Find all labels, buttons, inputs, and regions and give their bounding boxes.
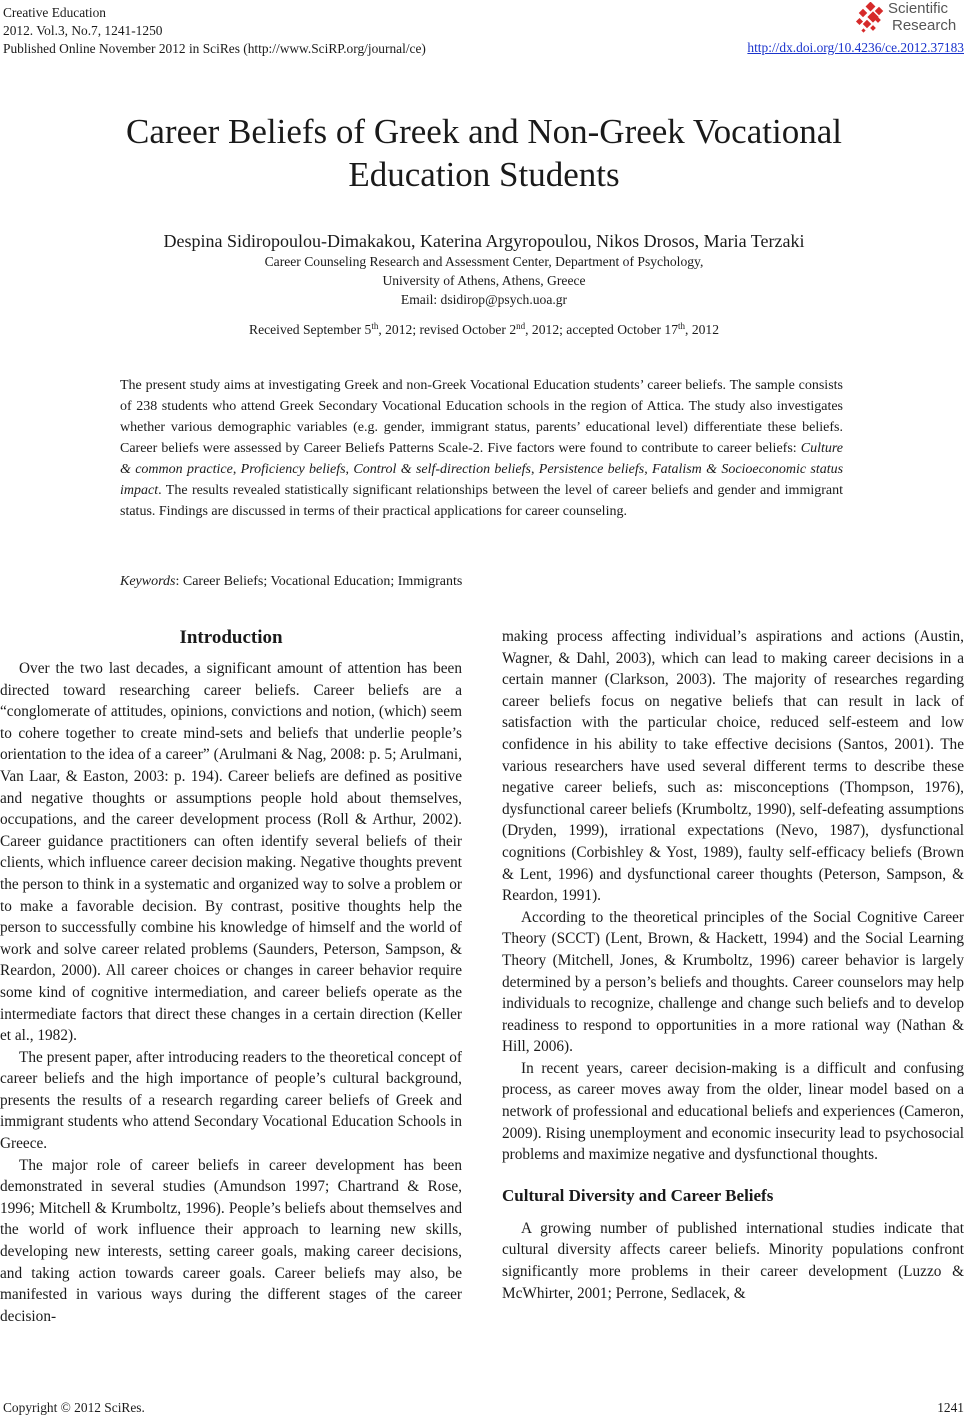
copyright: Copyright © 2012 SciRes. (3, 1400, 145, 1415)
abstract: The present study aims at investigating Greek and non-Greek Vocational Education students’ career beliefs. The sample consists of 238 students who attend Greek Secondary Vocational Education schools in the region of Attica. The study also investigates whether various demographic variables (e.g. gender, immigrant status, parents’ educational level) differentiate these beliefs. Career beliefs were assessed by Career Beliefs Patterns Scale-2. Five factors were found to contribute to career beliefs: Culture & common practice, Proficiency beliefs, Control & self-direction beliefs, Persistence beliefs, Fatalism & Socioeconomic status impact. The results revealed statistically significant relationships between the level of career beliefs and gender and immigrant status. Findings are discussed in terms of their practical applications for career counseling. (120, 378, 844, 519)
scientific-research-logo (852, 0, 962, 40)
author-email: Email: dsidirop@psych.uoa.gr (400, 292, 568, 307)
title-line-1: Career Beliefs of Greek and Non-Greek Vocational (126, 112, 842, 151)
journal-header (3, 4, 426, 58)
keywords-list: : Career Beliefs; Vocational Education; Immigrants (175, 574, 463, 589)
left-column (0, 618, 462, 1327)
journal-name: Creative Education (3, 5, 106, 20)
paragraph: A growing number of published international studies indicate that cultural diversity affects career beliefs. Minority populations confront significantly more problems in their career development (Luzzo & McWhirter, 2001; Perrone, Sedlacek, & (502, 1219, 964, 1302)
publication-info: Published Online November 2012 in SciRes (http://www.SciRP.org/journal/ce) (3, 41, 426, 56)
paragraph: making process affecting individual’s aspirations and actions (Austin, Wagner, & Dahl, 2003), which can lead to making career decisions in a certain manner (Clarkson, 2003). The majority of researches regarding career beliefs focus on negative beliefs that can result in lack of satisfaction with the particular choice, reduced self-esteem and low confidence in his ability to take effective decisions (Santos, 2001). The various researchers have used several different terms to describe these negative career beliefs, such as: misconceptions (Thompson, 1976), dysfunctional career beliefs (Krumboltz, 1990), self-defeating assumptions (Dryden, 1999), irrational expectations (Nevo, 1987), dysfunctional cognitions (Corbishley & Yost, 1989), faulty self-efficacy beliefs (Brown & Lent, 1996) and dysfunctional career thoughts (Peterson, Sampson, & Reardon, 1991). (502, 628, 964, 905)
paper-title (0, 110, 968, 196)
keywords (120, 571, 462, 592)
received-dates: Received September 5th, 2012; revised October 2nd, 2012; accepted October 17th, 2012 (249, 321, 719, 337)
factor-name: Proficiency beliefs (240, 462, 346, 477)
right-column (502, 626, 964, 1304)
authors: Despina Sidiropoulou-Dimakakou, Katerina Argyropoulou, Nikos Drosos, Maria Terzaki (163, 231, 805, 251)
paragraph: Over the two last decades, a significant amount of attention has been directed toward researching career beliefs. Career beliefs are a “conglomerate of attitudes, opinions, convictions and notion, (which) seem to cohere together to create mind-sets and beliefs that underlie people’s orientation to the idea of a career” (Arulmani & Nag, 2008: p. 5; Arulmani, Van Laar, & Easton, 2003: p. 194). Career beliefs are defined as positive and negative thoughts or assumptions people hold about themselves, occupations, and the career development process (Roll & Arthur, 2002). Career guidance practitioners can often identify several beliefs of their clients, which influence career decision making. Negative thoughts prevent the person to think in a systematic and organized way to solve a problem or to make a favorable decision. By contrast, positive thoughts help the person to successfully combine his knowledge of himself and the world of work and solve career related problems (Saunders, Peterson, Sampson, & Reardon, 2000). All career choices or changes in career behavior require some kind of cognitive intermediation, and career beliefs operate as the intermediate factors that direct these changes in a certain direction (Keller et al., 1982). (0, 660, 462, 1045)
affiliation-line: University of Athens, Athens, Greece (382, 273, 586, 288)
paragraph: The major role of career beliefs in career development has been demonstrated in several studies (Amundson 1997; Chartrand & Rose, 1996; Mitchell & Krumboltz, 1996). People’s beliefs about themselves and the world of work influence their approach to learning new skills, developing new interests, setting career goals, making career decisions, and taking action towards career goals. Career beliefs may also, be manifested in various ways during the different stages of the career decision- (0, 1156, 462, 1325)
affiliation-line: Career Counseling Research and Assessment Center, Department of Psychology, (264, 254, 704, 269)
paragraph: The present paper, after introducing readers to the theoretical concept of career beliefs and the high importance of people’s cultural background, presents the results of a research regarding career beliefs of Greek and immigrant students who attend Secondary Vocational Education Schools in Greece. (0, 1048, 462, 1153)
factor-name: Fatalism & Socioeconomic status impact (120, 462, 844, 498)
journal-volume: 2012. Vol.3, No.7, 1241-1250 (3, 23, 163, 38)
logo-text-line1: Scientific (888, 0, 949, 17)
page-number: 1241 (937, 1400, 964, 1415)
section-heading-introduction: Introduction (179, 627, 283, 648)
paragraph: In recent years, career decision-making is a difficult and confusing process, as career moves away from the older, linear model based on a network of professional and educational beliefs and experiences (Cameron, 2009). Rising unemployment and economic insecurity lead to psychosocial problems and maximize negative and dysfunctional thoughts. (502, 1059, 964, 1164)
publisher-logo-icon (854, 2, 888, 36)
paragraph: According to the theoretical principles of the Social Cognitive Career Theory (SCCT) (Lent, Brown, & Hackett, 1994) and the Social Learning Theory (Mitchell, Jones, & Krumboltz, 1996) career behavior is largely determined by a person’s beliefs and thoughts. Career counselors may help individuals to recognize, challenge and change such beliefs and to develop readiness to respond to opportunities in a more rational way (Nathan & Hill, 2006). (502, 908, 964, 1056)
factor-name: Culture & common practice (120, 441, 843, 477)
doi-link[interactable]: http://dx.doi.org/10.4236/ce.2012.37183 (747, 40, 964, 55)
factor-name: Control & self-direction beliefs (353, 462, 531, 477)
factor-name: Persistence beliefs (538, 462, 645, 477)
section-heading-cultural-diversity: Cultural Diversity and Career Beliefs (502, 1185, 774, 1205)
affiliation-block (0, 248, 968, 309)
title-line-2: Education Students (348, 155, 620, 194)
logo-text-line2: Research (892, 17, 957, 34)
keywords-label: Keywords (120, 574, 176, 589)
